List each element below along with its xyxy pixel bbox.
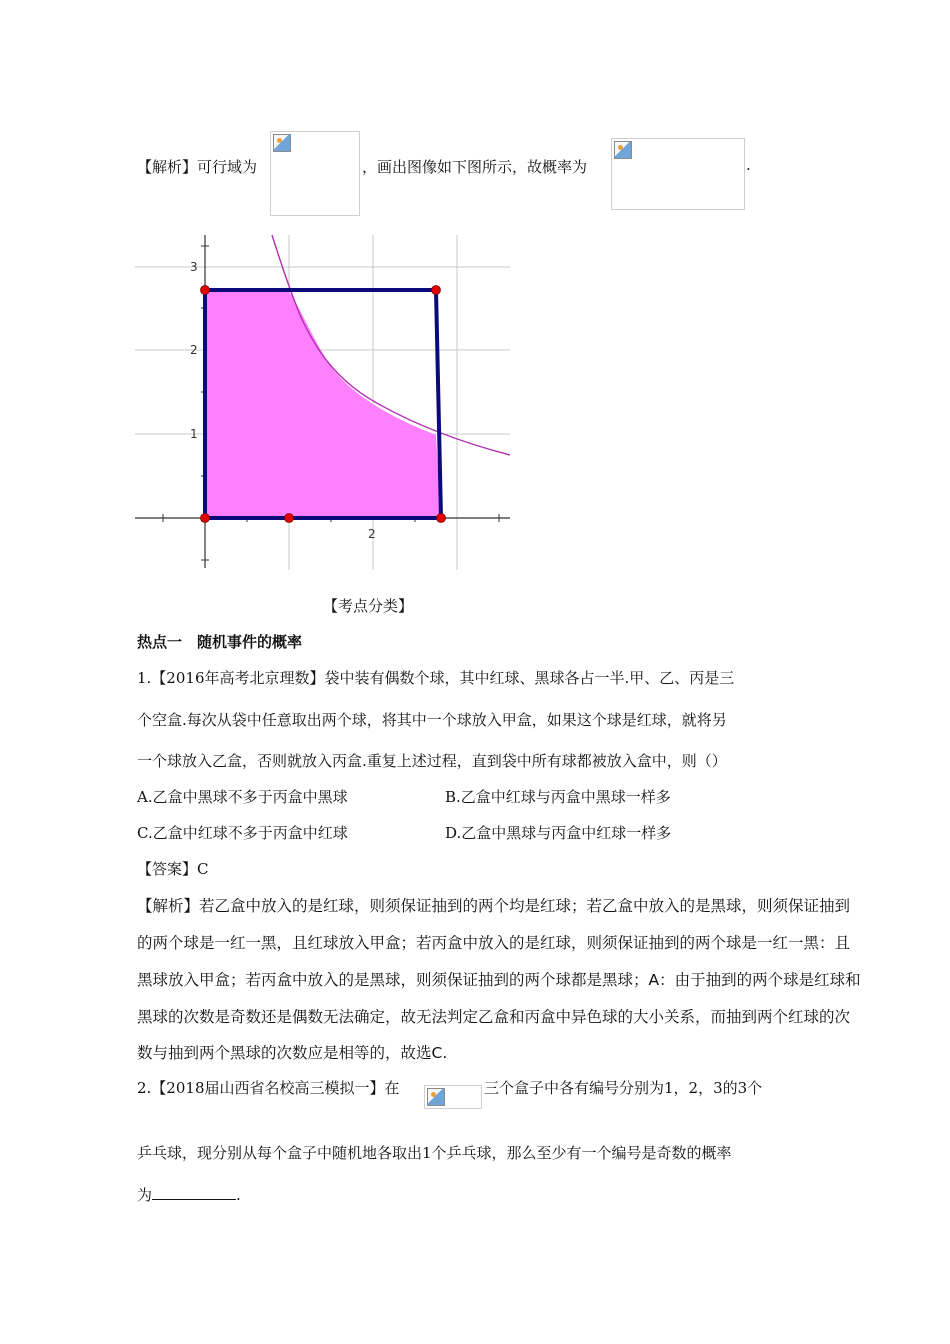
q2-line: 2.【2018届山西省名校高三模拟一】在 <box>137 1079 400 1097</box>
explanation-line: 【解析】若乙盒中放入的是红球，则须保证抽到的两个均是红球；若乙盒中放入的是黑球，则须保证抽到 <box>137 897 851 915</box>
explanation-line: 的两个球是一红一黑，且红球放入甲盒；若丙盒中放入的是红球，则须保证抽到的两个球是一红一黑：且 <box>137 934 851 952</box>
q2-suffix: . <box>236 1186 241 1204</box>
q1-line: 一个球放入乙盒，否则就放入丙盒.重复上述过程，直到袋中所有球都被放入盒中，则（） <box>137 752 727 770</box>
analysis-label: 【解析】 <box>137 158 198 176</box>
vertex-point <box>437 514 446 523</box>
y-tick-label: 3 <box>190 260 198 274</box>
broken-image-icon <box>614 141 632 159</box>
explanation-line: 数与抽到两个黑球的次数应是相等的，故选C. <box>137 1044 448 1062</box>
section-heading: 【考点分类】 <box>323 597 414 615</box>
q1-line: 个空盒.每次从袋中任意取出两个球，将其中一个球放入甲盒，如果这个球是红球，就将另 <box>137 711 727 729</box>
analysis-line <box>137 156 257 177</box>
explanation-line: 黑球放入甲盒；若丙盒中放入的是黑球，则须保证抽到的两个球都是黑球；A：由于抽到的两个球是红球和 <box>137 971 861 989</box>
vertex-point <box>432 286 441 295</box>
vertex-point <box>201 514 210 523</box>
broken-image-placeholder <box>611 138 745 210</box>
option-c: C.乙盒中红球不多于丙盒中红球 <box>137 824 348 842</box>
feasible-region-figure <box>130 230 520 575</box>
answer-blank[interactable] <box>152 1185 236 1200</box>
broken-image-icon <box>273 134 291 152</box>
y-tick-label: 2 <box>190 343 198 357</box>
q2-line <box>137 1184 241 1205</box>
analysis-text-c: . <box>746 156 751 174</box>
analysis-text-a: 可行域为 <box>197 158 258 176</box>
hotspot-heading: 热点一 随机事件的概率 <box>137 633 303 651</box>
broken-image-icon <box>427 1088 445 1106</box>
broken-image-placeholder <box>424 1085 482 1109</box>
option-d: D.乙盒中黑球与丙盒中红球一样多 <box>445 824 672 842</box>
q2-line: 三个盒子中各有编号分别为1，2，3的3个 <box>484 1079 763 1097</box>
vertex-point <box>285 514 294 523</box>
analysis-text-b: ，画出图像如下图所示，故概率为 <box>362 158 588 176</box>
option-a: A.乙盒中黑球不多于丙盒中黑球 <box>137 788 348 806</box>
q2-line: 乒乓球，现分别从每个盒子中随机地各取出1个乒乓球，那么至少有一个编号是奇数的概率 <box>137 1144 732 1162</box>
option-b: B.乙盒中红球与丙盒中黑球一样多 <box>445 788 671 806</box>
explanation-line: 黑球的次数是奇数还是偶数无法确定，故无法判定乙盒和丙盒中异色球的大小关系，而抽到两个红球的次 <box>137 1008 851 1026</box>
x-tick-label: 2 <box>368 527 376 541</box>
answer: 【答案】C <box>137 860 209 878</box>
vertex-point <box>201 286 210 295</box>
q2-prefix: 为 <box>137 1186 153 1204</box>
q1-line: 1.【2016年高考北京理数】袋中装有偶数个球，其中红球、黑球各占一半.甲、乙、丙是三 <box>137 669 735 687</box>
broken-image-placeholder <box>270 131 360 216</box>
shaded-region <box>205 290 441 518</box>
y-tick-label: 1 <box>190 427 198 441</box>
